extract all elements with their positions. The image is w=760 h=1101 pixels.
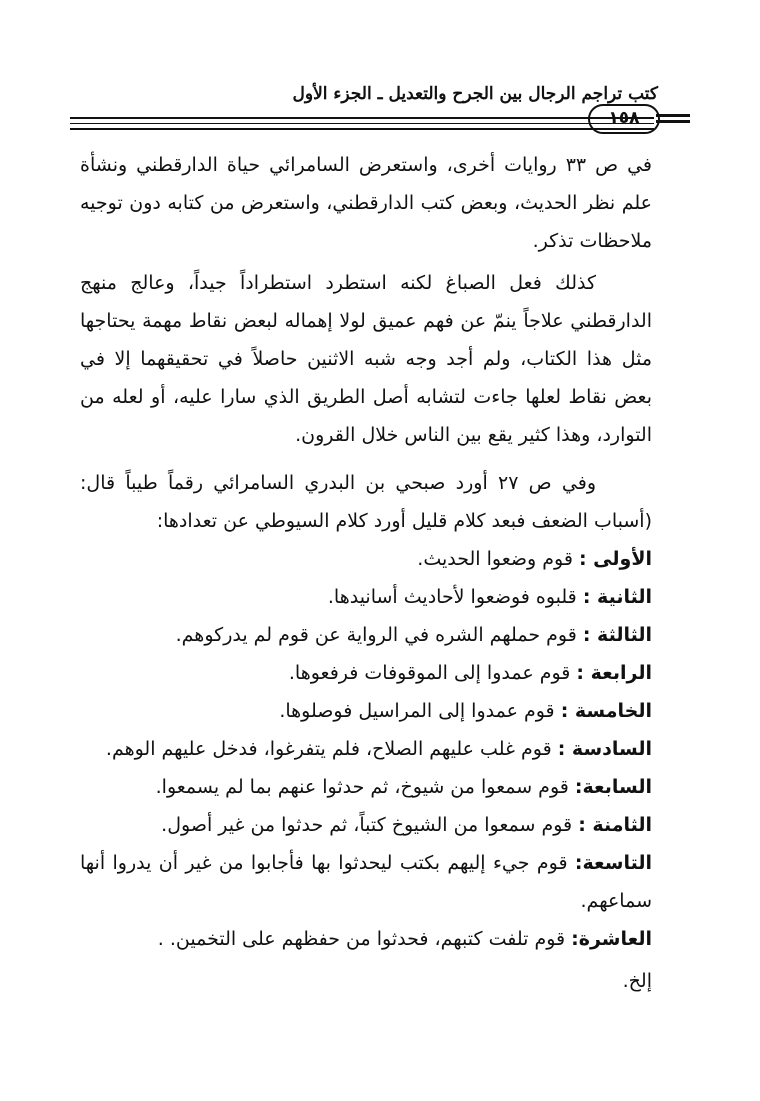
list-item [80, 654, 652, 692]
list-item [80, 768, 652, 806]
list-item-text: قوم عمدوا إلى المراسيل فوصلوها. [279, 700, 555, 722]
page-number-rule-right [656, 114, 690, 117]
list-item [80, 920, 652, 958]
header-rule-bottom [70, 128, 654, 130]
list-item-label: الثامنة : [578, 814, 652, 836]
list-item [80, 844, 652, 920]
list-item-label: الثانية : [582, 586, 652, 608]
list-item-label: الخامسة : [560, 700, 652, 722]
paragraph-2: كذلك فعل الصباغ لكنه استطرد استطراداً جيداً، وعالج منهج الدارقطني علاجاً ينمّ عن فهم عميق لولا إهماله لبعض نقاط مهمة يحتاجها مثل هذا الكتاب، ولم أجد وجه شبه الاثنين حاصلاً في تحقيقهما إلا في بعض نقاط لعلها جاءت لتشابه أصل الطريق الذي سارا عليه، أو لعله من التوارد، وهذا كثير يقع بين الناس خلال القرون. [80, 272, 652, 446]
list-item-label: السابعة: [574, 776, 652, 798]
list-item-text: قوم عمدوا إلى الموقوفات فرفعوها. [288, 662, 571, 684]
page-number: ١٥٨ [588, 104, 660, 134]
list-item-text: قوم حملهم الشره في الرواية عن قوم لم يدركوهم. [175, 624, 577, 646]
list-item [80, 578, 652, 616]
list-item-text: قوم سمعوا من الشيوخ كتباً، ثم حدثوا من غير أصول. [161, 814, 573, 836]
header-rule-mid [70, 123, 654, 124]
list-item-text: قوم سمعوا من شيوخ، ثم حدثوا عنهم بما لم يسمعوا. [155, 776, 569, 798]
body-text [80, 146, 652, 1000]
list-item-text: قوم جيء إليهم بكتب ليحدثوا بها فأجابوا من غير أن يدروا أنها سماعهم. [80, 852, 652, 912]
list-item-label: التاسعة: [574, 852, 652, 874]
list-item [80, 540, 652, 578]
list-item-label: الرابعة : [576, 662, 652, 684]
list-item-text: قوم غلب عليهم الصلاح، فلم يتفرغوا، فدخل عليهم الوهم. [105, 738, 552, 760]
list-item-text: قلبوه فوضعوا لأحاديث أسانيدها. [327, 586, 577, 608]
list-item [80, 730, 652, 768]
list-item-text: قوم وضعوا الحديث. [417, 548, 573, 570]
list-item-label: السادسة : [557, 738, 652, 760]
header-rule-top [70, 117, 654, 119]
list-item-label: الثالثة : [582, 624, 652, 646]
closing-text: إلخ. [622, 970, 652, 992]
list-item [80, 692, 652, 730]
list-item [80, 616, 652, 654]
list-item-label: الأولى : [578, 548, 652, 570]
list-item-text: قوم تلفت كتبهم، فحدثوا من حفظهم على التخمين. . [157, 928, 566, 950]
page-number-rule-right-2 [656, 120, 690, 123]
paragraph-1: في ص ٣٣ روايات أخرى، واستعرض السامرائي حياة الدارقطني ونشأة علم نظر الحديث، وبعض كتب الدارقطني، واستعرض من كتابه دون توجيه ملاحظات تذكر. [80, 154, 653, 252]
running-title: كتب تراجم الرجال بين الجرح والتعديل ـ الجزء الأول [292, 84, 658, 104]
page-header [70, 78, 658, 118]
list-item [80, 806, 652, 844]
causes-list [80, 540, 652, 958]
paragraph-3: وفي ص ٢٧ أورد صبحي بن البدري السامرائي رقماً طيباً قال: (أسباب الضعف فبعد كلام قليل أورد كلام السيوطي عن تعدادها: [80, 472, 652, 532]
list-item-label: العاشرة: [571, 928, 652, 950]
